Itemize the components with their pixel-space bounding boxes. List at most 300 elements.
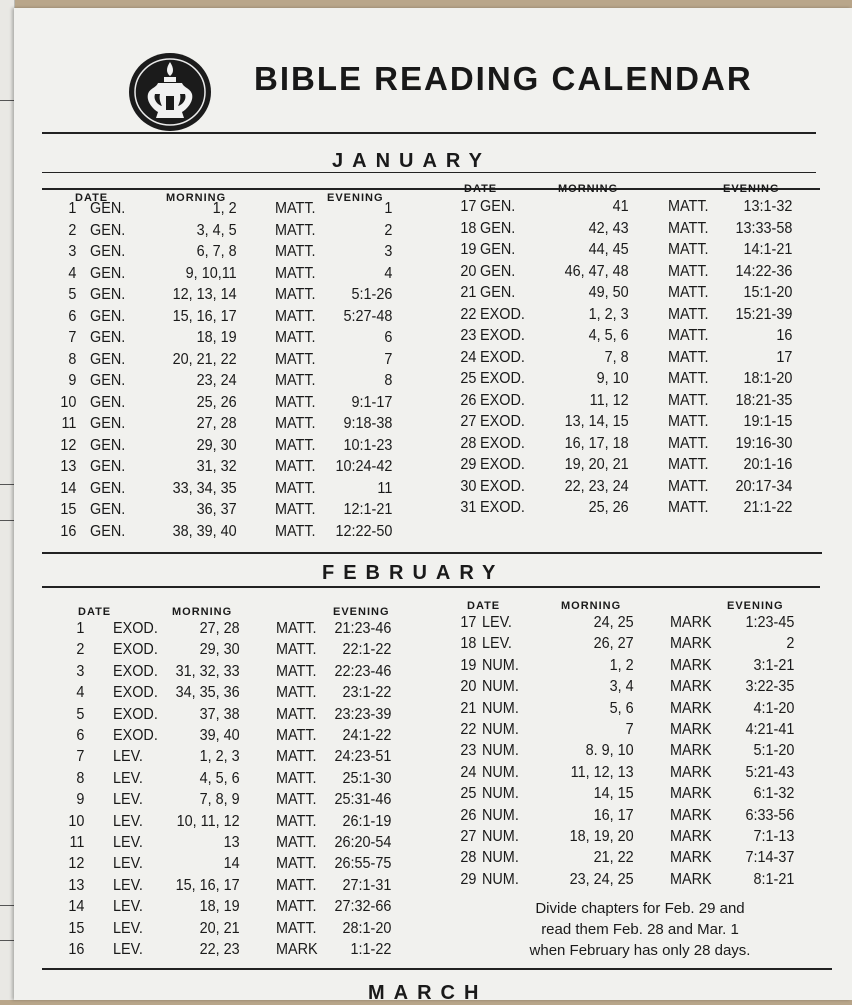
morning-book: EXOD.: [479, 434, 525, 452]
evening-book: MATT.: [667, 391, 709, 409]
morning-chapters: 23, 24: [196, 372, 237, 389]
reading-row: [0, 392, 792, 413]
evening-chapters: 7:1-13: [753, 828, 795, 845]
day-number: 20: [460, 678, 477, 696]
month-header-rule: [42, 188, 820, 190]
evening-chapters: 23:23-39: [334, 705, 392, 723]
morning-chapters: 25, 26: [588, 499, 629, 516]
morning-chapters: 16, 17: [593, 806, 634, 824]
day-number: 11: [69, 834, 85, 851]
evening-book: MATT.: [667, 348, 709, 366]
evening-chapters: 4:21-41: [745, 721, 795, 738]
morning-chapters: 19, 20, 21: [564, 456, 629, 473]
day-number: 24: [460, 763, 477, 781]
morning-chapters: 1, 2, 3: [199, 748, 240, 766]
morning-book: EXOD.: [479, 305, 525, 323]
morning-chapters: 14, 15: [593, 785, 634, 803]
day-number: 18: [460, 219, 477, 237]
evening-book: MATT.: [275, 855, 317, 873]
evening-chapters: 5:1-26: [351, 286, 393, 303]
evening-chapters: 8:1-21: [753, 870, 795, 888]
evening-book: MATT.: [275, 791, 317, 809]
morning-book: EXOD.: [479, 348, 525, 366]
reading-row: [0, 523, 792, 544]
evening-chapters: 2: [384, 221, 393, 239]
evening-chapters: 27:32-66: [334, 898, 392, 916]
lamp-logo-icon: [128, 52, 212, 132]
morning-book: EXOD.: [112, 662, 158, 680]
reading-row: [0, 220, 792, 241]
morning-book: EXOD.: [479, 499, 525, 516]
morning-chapters: 34, 35, 36: [175, 684, 240, 702]
morning-chapters: 36, 37: [196, 501, 237, 518]
evening-chapters: 18:21-35: [735, 391, 793, 409]
morning-book: GEN.: [479, 262, 516, 280]
day-number: 6: [76, 727, 85, 744]
evening-chapters: 17: [776, 348, 793, 366]
day-number: 28: [460, 849, 477, 867]
morning-book: LEV.: [112, 941, 143, 958]
date-column-header: DATE: [467, 600, 501, 612]
evening-chapters: 1: [384, 200, 393, 217]
morning-chapters: 42, 43: [588, 219, 629, 237]
day-number: 5: [76, 705, 85, 723]
morning-column-header: MORNING: [166, 192, 227, 204]
evening-chapters: 5:21-43: [745, 763, 795, 781]
evening-column-header: EVENING: [723, 183, 780, 195]
evening-book: MATT.: [275, 641, 317, 659]
day-number: 23: [460, 742, 477, 760]
day-number: 8: [76, 769, 85, 787]
day-number: 24: [460, 348, 477, 366]
evening-book: MATT.: [274, 393, 316, 411]
footnote-line: read them Feb. 28 and Mar. 1: [541, 921, 739, 938]
day-number: 18: [460, 635, 477, 653]
evening-book: MATT.: [274, 286, 316, 303]
day-number: 14: [60, 479, 77, 497]
evening-chapters: 7:14-37: [745, 849, 795, 867]
reading-row: [0, 678, 795, 699]
day-number: 26: [460, 391, 477, 409]
evening-chapters: 7: [384, 350, 393, 368]
day-number: 2: [68, 221, 77, 239]
morning-chapters: 21, 22: [593, 849, 634, 867]
evening-chapters: 9:18-38: [343, 415, 393, 432]
reading-row: [0, 763, 795, 785]
day-number: 9: [68, 372, 77, 389]
day-number: 1: [68, 200, 77, 217]
morning-chapters: 39, 40: [199, 727, 240, 744]
evening-chapters: 11: [377, 479, 393, 497]
morning-book: EXOD.: [479, 413, 525, 430]
morning-book: LEV.: [481, 614, 512, 631]
month-top-rule: [42, 552, 822, 554]
morning-book: GEN.: [89, 221, 126, 239]
day-number: 25: [460, 785, 477, 803]
reading-row: [0, 327, 792, 348]
evening-book: MATT.: [667, 284, 709, 301]
evening-book: MARK: [669, 678, 712, 696]
date-column-header: DATE: [464, 183, 498, 195]
morning-chapters: 24, 25: [593, 614, 634, 631]
evening-chapters: 1:1-22: [350, 941, 392, 958]
morning-chapters: 12, 13, 14: [172, 286, 237, 303]
day-number: 21: [460, 284, 477, 301]
morning-chapters: 15, 16, 17: [175, 876, 240, 894]
evening-book: MATT.: [275, 919, 317, 937]
morning-book: GEN.: [89, 200, 126, 217]
evening-chapters: 21:1-22: [743, 499, 793, 516]
morning-book: LEV.: [112, 769, 143, 787]
morning-book: EXOD.: [479, 370, 525, 387]
evening-book: MATT.: [275, 705, 317, 723]
evening-book: MATT.: [274, 221, 316, 239]
evening-book: MATT.: [667, 370, 709, 387]
day-number: 7: [76, 748, 85, 766]
evening-book: MATT.: [275, 769, 317, 787]
evening-book: MATT.: [667, 327, 709, 344]
morning-chapters: 4, 5, 6: [588, 327, 629, 344]
morning-column-header: MORNING: [561, 600, 622, 612]
morning-chapters: 1, 2, 3: [588, 305, 629, 323]
evening-chapters: 5:1-20: [753, 742, 795, 760]
day-number: 8: [68, 350, 77, 368]
evening-column-header: EVENING: [327, 192, 384, 204]
day-number: 6: [68, 307, 77, 325]
evening-book: MARK: [669, 763, 712, 781]
reading-row: [0, 721, 795, 742]
month-header-rule: [42, 586, 820, 588]
evening-chapters: 12:1-21: [343, 501, 393, 518]
morning-chapters: 22, 23, 24: [564, 477, 629, 495]
morning-book: EXOD.: [112, 641, 158, 659]
day-number: 20: [460, 262, 477, 280]
reading-row: [0, 456, 792, 477]
morning-book: LEV.: [112, 748, 143, 766]
morning-book: EXOD.: [479, 477, 525, 495]
morning-book: NUM.: [481, 785, 519, 803]
morning-book: GEN.: [89, 415, 126, 432]
day-number: 16: [68, 941, 85, 958]
morning-book: EXOD.: [112, 684, 158, 702]
morning-book: GEN.: [89, 307, 126, 325]
morning-book: GEN.: [89, 436, 126, 454]
evening-chapters: 20:1-16: [743, 456, 793, 473]
morning-book: GEN.: [479, 219, 516, 237]
morning-chapters: 1, 2: [609, 656, 634, 674]
morning-book: NUM.: [481, 806, 519, 824]
day-number: 12: [68, 855, 85, 873]
morning-chapters: 29, 30: [196, 436, 237, 454]
evening-book: MATT.: [274, 522, 316, 540]
morning-book: GEN.: [89, 458, 126, 475]
morning-book: GEN.: [479, 198, 516, 215]
morning-chapters: 10, 11, 12: [176, 812, 240, 830]
evening-book: MATT.: [275, 662, 317, 680]
morning-book: NUM.: [481, 742, 519, 760]
day-number: 15: [60, 501, 77, 518]
day-number: 1: [76, 620, 85, 637]
morning-book: EXOD.: [479, 327, 525, 344]
morning-book: GEN.: [89, 350, 126, 368]
evening-chapters: 22:23-46: [334, 662, 392, 680]
day-number: 29: [460, 870, 477, 888]
reading-row: [0, 785, 795, 806]
evening-column-header: EVENING: [727, 600, 784, 612]
morning-book: LEV.: [112, 898, 143, 916]
evening-book: MATT.: [667, 241, 709, 258]
next-month-heading: MARCH: [368, 982, 488, 1004]
morning-book: EXOD.: [479, 391, 525, 409]
reading-row: [0, 806, 795, 828]
month-heading: FEBRUARY: [322, 562, 505, 584]
morning-book: LEV.: [112, 812, 143, 830]
morning-book: GEN.: [89, 522, 126, 540]
day-number: 22: [460, 721, 477, 738]
day-number: 9: [76, 791, 85, 809]
reading-row: [0, 478, 792, 499]
day-number: 19: [460, 656, 477, 674]
morning-chapters: 15, 16, 17: [172, 307, 237, 325]
morning-column-header: MORNING: [172, 606, 233, 618]
evening-chapters: 25:31-46: [334, 791, 392, 809]
reading-row: [0, 349, 792, 370]
page-title: BIBLE READING CALENDAR: [254, 60, 753, 97]
morning-chapters: 20, 21: [199, 919, 240, 937]
evening-book: MATT.: [274, 458, 316, 475]
reading-row: [0, 284, 792, 305]
evening-book: MATT.: [667, 198, 709, 215]
day-number: 12: [60, 436, 77, 454]
morning-chapters: 18, 19: [199, 898, 240, 916]
morning-chapters: 23, 24, 25: [569, 870, 634, 888]
reading-row: [0, 828, 795, 849]
day-number: 7: [68, 329, 77, 346]
morning-chapters: 29, 30: [199, 641, 240, 659]
evening-book: MARK: [669, 742, 712, 760]
date-column-header: DATE: [78, 606, 112, 618]
evening-chapters: 15:21-39: [735, 305, 793, 323]
day-number: 13: [60, 458, 77, 475]
morning-chapters: 7, 8, 9: [199, 791, 240, 809]
morning-book: NUM.: [481, 656, 519, 674]
morning-chapters: 8. 9, 10: [585, 742, 634, 760]
morning-book: NUM.: [481, 870, 519, 888]
morning-chapters: 3, 4: [609, 678, 634, 696]
evening-book: MATT.: [274, 501, 316, 518]
evening-book: MATT.: [275, 684, 317, 702]
title-rule: [42, 132, 816, 134]
reading-row: [0, 699, 795, 721]
morning-chapters: 38, 39, 40: [172, 522, 237, 540]
morning-chapters: 9, 10: [596, 370, 629, 387]
reading-row: [0, 656, 795, 678]
morning-book: GEN.: [89, 243, 126, 260]
evening-chapters: 24:23-51: [334, 748, 392, 766]
evening-chapters: 14:1-21: [743, 241, 793, 258]
day-number: 10: [60, 393, 77, 411]
evening-chapters: 20:17-34: [735, 477, 793, 495]
reading-row: [0, 413, 792, 434]
day-number: 2: [76, 641, 85, 659]
morning-chapters: 49, 50: [588, 284, 629, 301]
morning-chapters: 44, 45: [588, 241, 629, 258]
day-number: 23: [460, 327, 477, 344]
evening-book: MARK: [669, 828, 712, 845]
morning-book: EXOD.: [112, 727, 158, 744]
morning-chapters: 14: [223, 855, 240, 873]
evening-book: MATT.: [274, 264, 316, 282]
day-number: 13: [68, 876, 85, 894]
evening-book: MATT.: [274, 372, 316, 389]
day-number: 26: [460, 806, 477, 824]
evening-book: MATT.: [274, 307, 316, 325]
evening-book: MARK: [669, 721, 712, 738]
day-number: 19: [460, 241, 477, 258]
morning-chapters: 18, 19, 20: [569, 828, 634, 845]
evening-chapters: 26:1-19: [342, 812, 392, 830]
evening-chapters: 4:1-20: [753, 699, 795, 717]
morning-chapters: 31, 32, 33: [175, 662, 240, 680]
evening-chapters: 3:22-35: [745, 678, 795, 696]
morning-chapters: 9, 10,11: [185, 264, 237, 282]
evening-book: MARK: [669, 870, 712, 888]
footnote-line: when February has only 28 days.: [529, 942, 751, 959]
morning-book: GEN.: [89, 264, 126, 282]
morning-chapters: 13, 14, 15: [564, 413, 629, 430]
morning-chapters: 7: [625, 721, 634, 738]
morning-book: EXOD.: [112, 705, 158, 723]
evening-book: MATT.: [667, 499, 709, 516]
evening-book: MATT.: [274, 436, 316, 454]
evening-chapters: 10:24-42: [335, 458, 393, 475]
footnote-line: Divide chapters for Feb. 29 and: [535, 900, 745, 917]
reading-row: [0, 370, 792, 391]
evening-chapters: 3:1-21: [753, 656, 795, 674]
day-number: 15: [68, 919, 85, 937]
morning-book: GEN.: [479, 284, 516, 301]
day-number: 4: [68, 264, 77, 282]
morning-column-header: MORNING: [558, 183, 619, 195]
evening-book: MARK: [669, 849, 712, 867]
day-number: 27: [460, 413, 477, 430]
evening-book: MATT.: [274, 200, 316, 217]
morning-chapters: 11, 12: [589, 391, 629, 409]
evening-chapters: 28:1-20: [342, 919, 392, 937]
reading-row: [0, 614, 795, 635]
evening-book: MATT.: [667, 262, 709, 280]
morning-book: EXOD.: [112, 620, 158, 637]
day-number: 17: [460, 198, 477, 215]
morning-chapters: 3, 4, 5: [196, 221, 237, 239]
morning-book: NUM.: [481, 721, 519, 738]
morning-book: GEN.: [89, 501, 126, 518]
evening-book: MARK: [669, 614, 712, 631]
evening-book: MATT.: [274, 243, 316, 260]
evening-book: MATT.: [275, 727, 317, 744]
evening-chapters: 6:1-32: [753, 785, 795, 803]
morning-chapters: 46, 47, 48: [564, 262, 629, 280]
evening-chapters: 10:1-23: [343, 436, 393, 454]
morning-book: GEN.: [89, 329, 126, 346]
morning-book: NUM.: [481, 828, 519, 845]
day-number: 28: [460, 434, 477, 452]
evening-book: MARK: [669, 635, 712, 653]
day-number: 29: [460, 456, 477, 473]
evening-chapters: 8: [384, 372, 393, 389]
day-number: 16: [60, 522, 77, 540]
morning-book: LEV.: [112, 919, 143, 937]
morning-book: NUM.: [481, 678, 519, 696]
day-number: 25: [460, 370, 477, 387]
evening-book: MATT.: [274, 415, 316, 432]
morning-chapters: 11, 12, 13: [570, 763, 634, 781]
evening-column-header: EVENING: [333, 606, 390, 618]
morning-book: GEN.: [89, 479, 126, 497]
evening-chapters: 12:22-50: [335, 522, 393, 540]
reading-row: [0, 870, 795, 892]
evening-chapters: 9:1-17: [351, 393, 393, 411]
evening-chapters: 21:23-46: [334, 620, 392, 637]
evening-chapters: 27:1-31: [342, 876, 392, 894]
evening-chapters: 26:55-75: [334, 855, 392, 873]
evening-book: MARK: [669, 699, 712, 717]
morning-book: LEV.: [112, 876, 143, 894]
morning-chapters: 33, 34, 35: [172, 479, 237, 497]
evening-chapters: 3: [384, 243, 393, 260]
day-number: 30: [460, 477, 477, 495]
evening-book: MATT.: [274, 479, 316, 497]
evening-chapters: 18:1-20: [743, 370, 793, 387]
reading-row: [0, 263, 792, 284]
morning-book: LEV.: [112, 791, 143, 809]
morning-book: EXOD.: [479, 456, 525, 473]
reading-row: [0, 198, 792, 219]
morning-book: NUM.: [481, 849, 519, 867]
day-number: 17: [460, 614, 477, 631]
evening-chapters: 26:20-54: [334, 834, 392, 851]
day-number: 10: [68, 812, 85, 830]
evening-chapters: 1:23-45: [745, 614, 795, 631]
morning-chapters: 27, 28: [196, 415, 237, 432]
evening-chapters: 14:22-36: [735, 262, 793, 280]
evening-chapters: 25:1-30: [342, 769, 392, 787]
day-number: 4: [76, 684, 85, 702]
morning-book: LEV.: [112, 834, 143, 851]
evening-book: MATT.: [275, 898, 317, 916]
morning-book: GEN.: [89, 286, 126, 303]
evening-book: MATT.: [667, 305, 709, 323]
evening-chapters: 6: [384, 329, 393, 346]
evening-chapters: 15:1-20: [743, 284, 793, 301]
evening-book: MARK: [275, 941, 318, 958]
evening-chapters: 24:1-22: [342, 727, 392, 744]
day-number: 3: [76, 662, 85, 680]
reading-row: [0, 435, 792, 456]
morning-chapters: 37, 38: [199, 705, 240, 723]
morning-chapters: 27, 28: [199, 620, 240, 637]
evening-book: MATT.: [274, 350, 316, 368]
evening-book: MATT.: [275, 620, 317, 637]
reading-row: [0, 499, 792, 520]
evening-book: MARK: [669, 785, 712, 803]
reading-row: [0, 849, 795, 870]
evening-chapters: 19:16-30: [735, 434, 793, 452]
day-number: 11: [61, 415, 77, 432]
morning-chapters: 22, 23: [199, 941, 240, 958]
morning-book: NUM.: [481, 699, 519, 717]
day-number: 14: [68, 898, 85, 916]
